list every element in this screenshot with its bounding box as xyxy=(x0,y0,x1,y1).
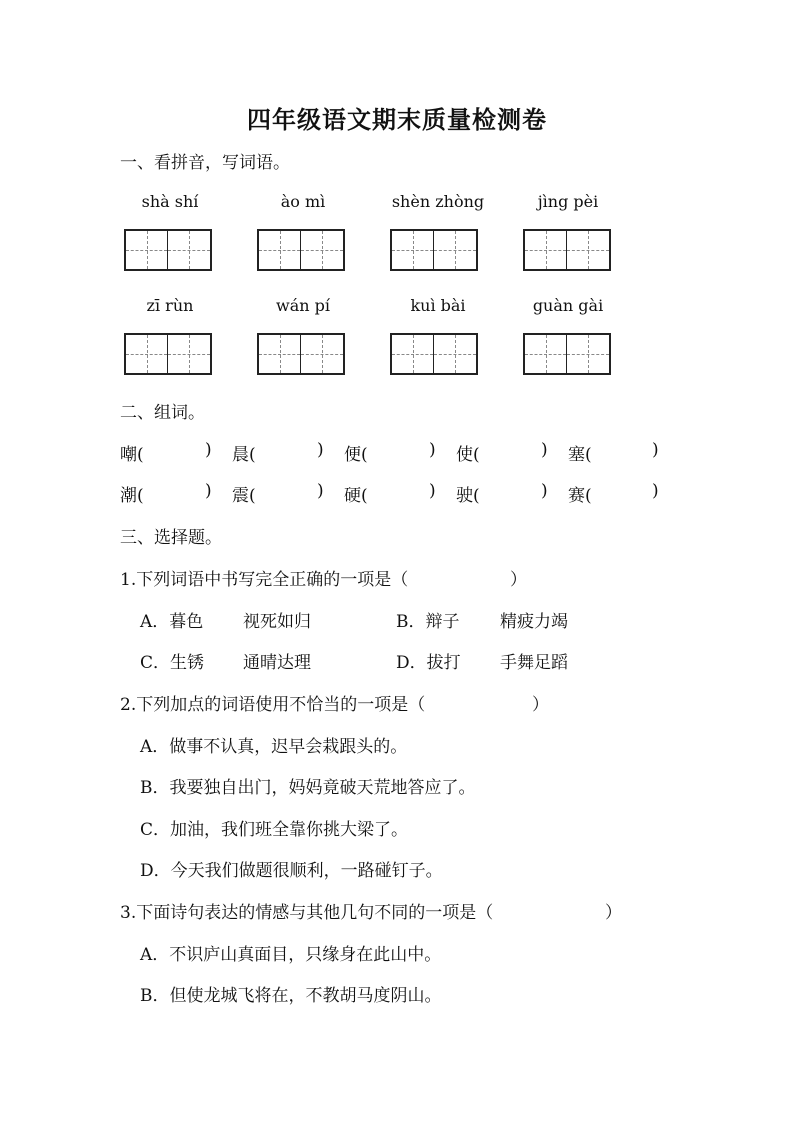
q2-option-c[interactable]: C．加油，我们班全靠你挑大梁了。 xyxy=(140,820,409,840)
pinyin-6: wán pí xyxy=(276,296,330,315)
question-3-close: ） xyxy=(605,903,622,923)
q2-option-b[interactable]: B．我要独自出门，妈妈竟破天荒地答应了。 xyxy=(140,778,476,798)
group-word-6-close: ) xyxy=(205,481,212,501)
q2-option-a[interactable]: A．做事不认真，迟早会栽跟头的。 xyxy=(140,737,408,757)
writing-grid-6[interactable] xyxy=(257,333,345,375)
group-word-3-open: 便( xyxy=(344,445,368,465)
group-word-5-open: 塞( xyxy=(568,445,592,465)
group-word-10-close: ) xyxy=(652,481,659,501)
section-3-heading: 三、选择题。 xyxy=(120,528,222,548)
section-1-heading: 一、看拼音，写词语。 xyxy=(120,153,290,173)
writing-grid-4[interactable] xyxy=(523,229,611,271)
section-2-heading: 二、组词。 xyxy=(120,403,205,423)
group-word-7-open: 震( xyxy=(232,486,256,506)
group-word-9-open: 驶( xyxy=(456,486,480,506)
q1-option-c[interactable]: C．生锈 xyxy=(140,653,205,673)
pinyin-7: kuì bài xyxy=(410,296,466,315)
q2-option-d[interactable]: D．今天我们做题很顺利，一路碰钉子。 xyxy=(140,861,443,881)
pinyin-2: ào mì xyxy=(280,192,326,211)
question-2-close: ） xyxy=(532,695,549,715)
writing-grid-8[interactable] xyxy=(523,333,611,375)
q1-option-a-word: 视死如归 xyxy=(243,612,311,632)
exam-title: 四年级语文期末质量检测卷 xyxy=(247,105,547,134)
group-word-10-open: 赛( xyxy=(568,486,592,506)
writing-grid-3[interactable] xyxy=(390,229,478,271)
group-word-9-close: ) xyxy=(541,481,548,501)
q1-option-d-word: 手舞足蹈 xyxy=(500,653,568,673)
group-word-1-close: ) xyxy=(205,440,212,460)
q3-option-b[interactable]: B．但使龙城飞将在，不教胡马度阴山。 xyxy=(140,986,442,1006)
q1-option-a[interactable]: A．暮色 xyxy=(140,612,204,632)
group-word-4-open: 使( xyxy=(456,445,480,465)
group-word-2-close: ) xyxy=(317,440,324,460)
group-word-8-close: ) xyxy=(429,481,436,501)
group-word-2-open: 晨( xyxy=(232,445,256,465)
group-word-6-open: 潮( xyxy=(120,486,144,506)
q1-option-c-word: 通晴达理 xyxy=(243,653,311,673)
pinyin-4: jìng pèi xyxy=(537,192,599,211)
group-word-5-close: ) xyxy=(652,440,659,460)
writing-grid-7[interactable] xyxy=(390,333,478,375)
question-2-stem: 2.下列加点的词语使用不恰当的一项是（ xyxy=(120,695,426,715)
q3-option-a[interactable]: A．不识庐山真面目，只缘身在此山中。 xyxy=(140,945,442,965)
group-word-7-close: ) xyxy=(317,481,324,501)
group-word-1-open: 嘲( xyxy=(120,445,144,465)
writing-grid-2[interactable] xyxy=(257,229,345,271)
pinyin-5: zī rùn xyxy=(146,296,194,315)
pinyin-1: shà shí xyxy=(141,192,199,211)
q1-option-d[interactable]: D．拔打 xyxy=(396,653,461,673)
group-word-3-close: ) xyxy=(429,440,436,460)
question-1-close: ） xyxy=(510,570,527,590)
pinyin-3: shèn zhòng xyxy=(391,192,485,211)
question-3-stem: 3.下面诗句表达的情感与其他几句不同的一项是（ xyxy=(120,903,494,923)
q1-option-b[interactable]: B．辩子 xyxy=(396,612,460,632)
pinyin-8: guàn gài xyxy=(532,296,604,315)
q1-option-b-word: 精疲力竭 xyxy=(500,612,568,632)
question-1-stem: 1.下列词语中书写完全正确的一项是（ xyxy=(120,570,409,590)
group-word-4-close: ) xyxy=(541,440,548,460)
writing-grid-5[interactable] xyxy=(124,333,212,375)
group-word-8-open: 硬( xyxy=(344,486,368,506)
writing-grid-1[interactable] xyxy=(124,229,212,271)
